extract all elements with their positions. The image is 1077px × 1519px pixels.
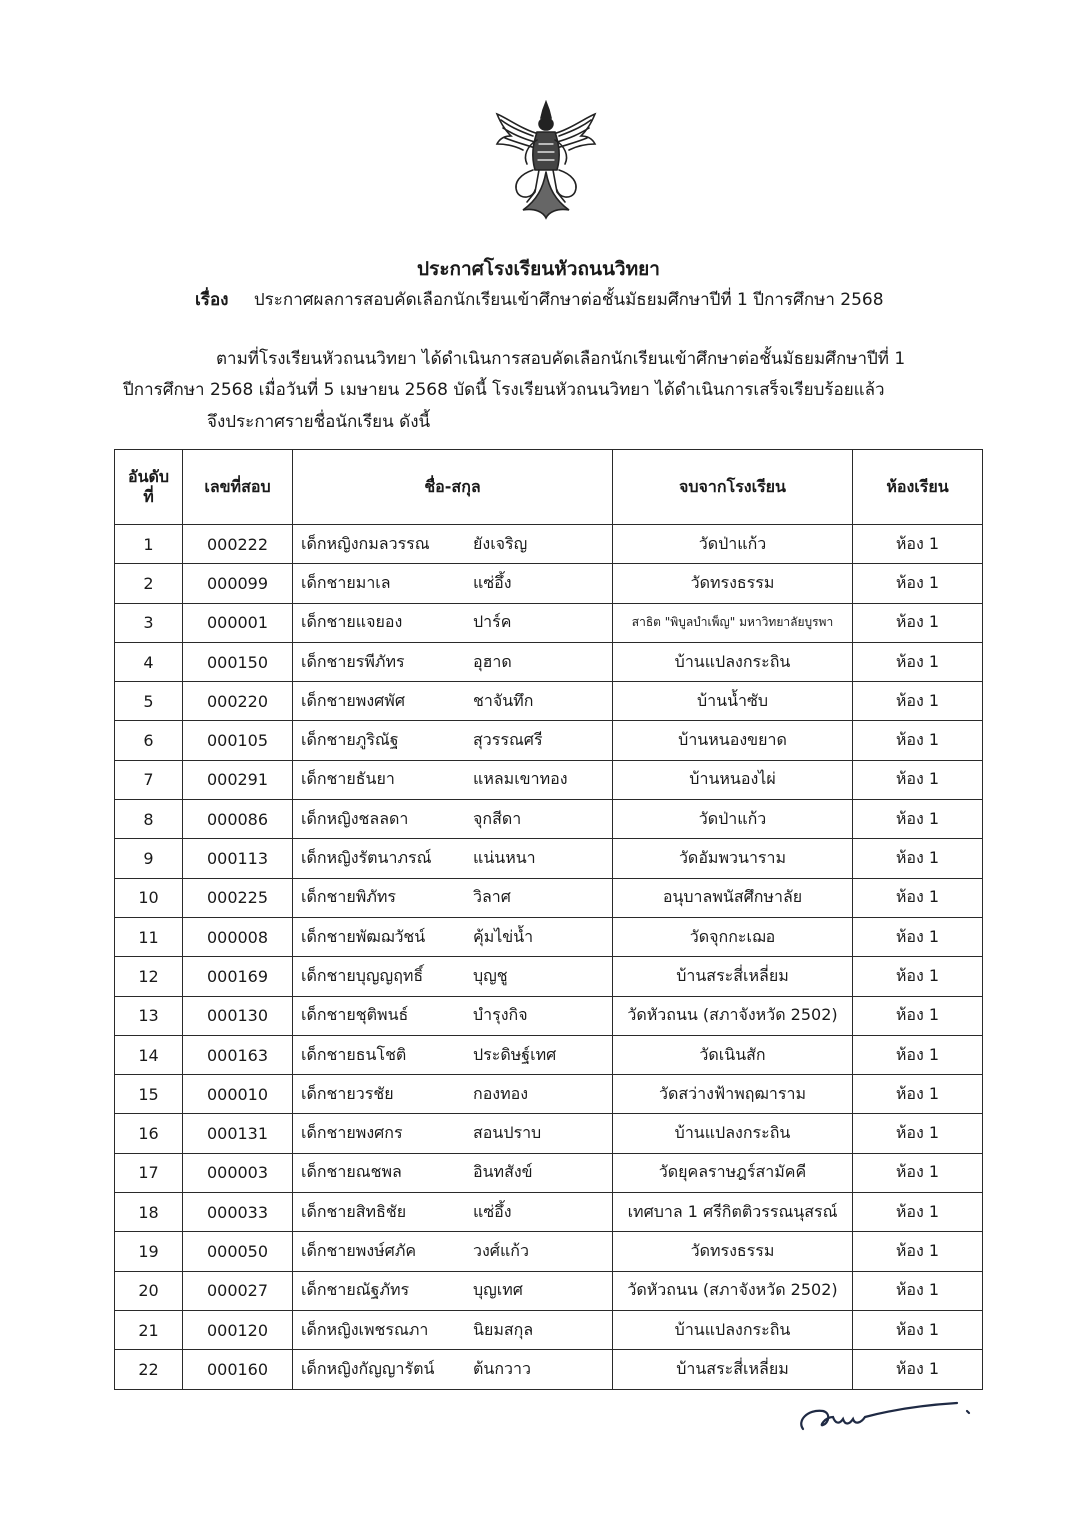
cell-last-name: แหลมเขาทอง [473, 769, 568, 789]
cell-exam-no: 000131 [183, 1114, 293, 1153]
table-row [115, 1035, 983, 1074]
cell-room: ห้อง 1 [853, 564, 983, 603]
cell-name [293, 839, 613, 878]
cell-room: ห้อง 1 [853, 957, 983, 996]
cell-exam-no: 000169 [183, 957, 293, 996]
cell-exam-no: 000225 [183, 878, 293, 917]
cell-first-name: เด็กชายภูริณัฐ [301, 730, 399, 750]
cell-room: ห้อง 1 [853, 1310, 983, 1349]
cell-rank: 19 [115, 1232, 183, 1271]
table-row [115, 800, 983, 839]
cell-school: วัดป่าแก้ว [613, 800, 853, 839]
cell-name [293, 878, 613, 917]
cell-last-name: บุญชู [473, 965, 508, 985]
cell-exam-no: 000220 [183, 682, 293, 721]
table-row [115, 564, 983, 603]
cell-name [293, 1271, 613, 1310]
cell-name [293, 1153, 613, 1192]
cell-last-name: คุ้มไข่น้ำ [473, 926, 534, 946]
cell-room: ห้อง 1 [853, 760, 983, 799]
cell-school: วัดเนินสัก [613, 1035, 853, 1074]
cell-last-name: อุฮาด [473, 651, 512, 671]
table-row [115, 1075, 983, 1114]
cell-exam-no: 000099 [183, 564, 293, 603]
header-rank [115, 450, 183, 525]
cell-name [293, 1075, 613, 1114]
cell-school: บ้านแปลงกระถิน [613, 642, 853, 681]
cell-exam-no: 000003 [183, 1153, 293, 1192]
cell-rank: 21 [115, 1310, 183, 1349]
cell-school: วัดป่าแก้ว [613, 525, 853, 564]
cell-first-name: เด็กชายมาเล [301, 572, 391, 592]
cell-last-name: ยังเจริญ [473, 533, 528, 553]
cell-first-name: เด็กชายพงศพัศ [301, 690, 405, 710]
body-line-1: ตามที่โรงเรียนหัวถนนวิทยา ได้ดำเนินการสอบคัดเลือกนักเรียนเข้าศึกษาต่อชั้นมัธยมศึกษาปีที่ 1 [216, 349, 906, 369]
cell-school: บ้านหนองขยาด [613, 721, 853, 760]
header-rank-line1: อันดับ [127, 467, 170, 486]
cell-name [293, 1114, 613, 1153]
cell-first-name: เด็กหญิงรัตนาภรณ์ [301, 848, 432, 868]
cell-school: วัดจุกกะเฌอ [613, 917, 853, 956]
cell-first-name: เด็กหญิงกัญญารัตน์ [301, 1358, 435, 1378]
cell-name [293, 603, 613, 642]
cell-exam-no: 000163 [183, 1035, 293, 1074]
table-row [115, 917, 983, 956]
cell-rank: 10 [115, 878, 183, 917]
cell-exam-no: 000222 [183, 525, 293, 564]
cell-rank: 5 [115, 682, 183, 721]
table-row [115, 839, 983, 878]
cell-exam-no: 000033 [183, 1193, 293, 1232]
cell-school: วัดหัวถนน (สภาจังหวัด 2502) [613, 1271, 853, 1310]
table-row [115, 1310, 983, 1349]
cell-school: บ้านสระสี่เหลี่ยม [613, 1350, 853, 1389]
cell-exam-no: 000001 [183, 603, 293, 642]
header-name: ชื่อ-สกุล [293, 450, 613, 525]
table-row [115, 1271, 983, 1310]
cell-rank: 8 [115, 800, 183, 839]
cell-first-name: เด็กชายณชพล [301, 1162, 402, 1182]
cell-last-name: วิลาศ [473, 887, 511, 907]
cell-name [293, 800, 613, 839]
cell-last-name: จุกสีดา [473, 808, 522, 828]
cell-last-name: สุวรรณศรี [473, 730, 543, 750]
table-row [115, 682, 983, 721]
cell-rank: 16 [115, 1114, 183, 1153]
body-line-3: จึงประกาศรายชื่อนักเรียน ดังนี้ [207, 412, 431, 432]
cell-name [293, 1232, 613, 1271]
cell-exam-no: 000150 [183, 642, 293, 681]
cell-exam-no: 000027 [183, 1271, 293, 1310]
cell-rank: 22 [115, 1350, 183, 1389]
header-school: จบจากโรงเรียน [613, 450, 853, 525]
signature-icon [795, 1395, 975, 1435]
cell-name [293, 564, 613, 603]
table-header-row [115, 450, 983, 525]
cell-room: ห้อง 1 [853, 800, 983, 839]
table-row [115, 1114, 983, 1153]
cell-rank: 6 [115, 721, 183, 760]
cell-name [293, 760, 613, 799]
cell-room: ห้อง 1 [853, 1075, 983, 1114]
cell-exam-no: 000113 [183, 839, 293, 878]
cell-name [293, 917, 613, 956]
cell-room: ห้อง 1 [853, 1350, 983, 1389]
table-row [115, 525, 983, 564]
cell-last-name: กองทอง [473, 1083, 529, 1103]
cell-school: บ้านแปลงกระถิน [613, 1114, 853, 1153]
cell-school: อนุบาลพนัสศึกษาลัย [613, 878, 853, 917]
cell-room: ห้อง 1 [853, 878, 983, 917]
cell-room: ห้อง 1 [853, 1114, 983, 1153]
header-room: ห้องเรียน [853, 450, 983, 525]
cell-room: ห้อง 1 [853, 642, 983, 681]
cell-exam-no: 000008 [183, 917, 293, 956]
cell-room: ห้อง 1 [853, 1271, 983, 1310]
cell-school: สาธิต "พิบูลบำเพ็ญ" มหาวิทยาลัยบูรพา [613, 603, 853, 642]
cell-first-name: เด็กชายพงศกร [301, 1123, 403, 1143]
table-row [115, 721, 983, 760]
cell-name [293, 682, 613, 721]
cell-room: ห้อง 1 [853, 721, 983, 760]
cell-school: เทศบาล 1 ศรีกิตติวรรณนุสรณ์ [613, 1193, 853, 1232]
cell-school: บ้านน้ำซับ [613, 682, 853, 721]
cell-room: ห้อง 1 [853, 1232, 983, 1271]
cell-rank: 12 [115, 957, 183, 996]
cell-first-name: เด็กชายพัฒฌวัชน์ [301, 926, 426, 946]
table-row [115, 642, 983, 681]
cell-exam-no: 000010 [183, 1075, 293, 1114]
header-rank-line2: ที่ [143, 487, 154, 506]
cell-last-name: บุญเทศ [473, 1280, 523, 1300]
cell-first-name: เด็กหญิงเพชรณภา [301, 1319, 429, 1339]
cell-room: ห้อง 1 [853, 1035, 983, 1074]
cell-name [293, 1350, 613, 1389]
cell-name [293, 996, 613, 1035]
cell-school: วัดยุคลราษฎร์สามัคคี [613, 1153, 853, 1192]
cell-school: วัดทรงธรรม [613, 564, 853, 603]
cell-first-name: เด็กชายพิภัทร [301, 887, 396, 907]
cell-school: วัดสว่างฟ้าพฤฒาราม [613, 1075, 853, 1114]
announcement-title: ประกาศโรงเรียนหัวถนนวิทยา [417, 258, 660, 280]
results-table [114, 449, 983, 1390]
cell-last-name: บำรุงกิจ [473, 1005, 528, 1025]
cell-rank: 4 [115, 642, 183, 681]
cell-first-name: เด็กชายสิทธิชัย [301, 1201, 407, 1221]
cell-school: วัดอัมพวนาราม [613, 839, 853, 878]
cell-room: ห้อง 1 [853, 1153, 983, 1192]
cell-name [293, 957, 613, 996]
cell-first-name: เด็กชายชุติพนธ์ [301, 1005, 409, 1025]
cell-exam-no: 000120 [183, 1310, 293, 1349]
cell-rank: 11 [115, 917, 183, 956]
cell-school: บ้านสระสี่เหลี่ยม [613, 957, 853, 996]
table-row [115, 957, 983, 996]
cell-rank: 3 [115, 603, 183, 642]
cell-rank: 1 [115, 525, 183, 564]
cell-name [293, 1035, 613, 1074]
cell-rank: 20 [115, 1271, 183, 1310]
cell-rank: 13 [115, 996, 183, 1035]
cell-room: ห้อง 1 [853, 996, 983, 1035]
cell-last-name: แซ่อึ้ง [473, 572, 512, 592]
cell-room: ห้อง 1 [853, 525, 983, 564]
cell-last-name: แซ่อึ้ง [473, 1201, 512, 1221]
cell-name [293, 1193, 613, 1232]
cell-first-name: เด็กหญิงชลลดา [301, 808, 409, 828]
cell-rank: 2 [115, 564, 183, 603]
cell-rank: 18 [115, 1193, 183, 1232]
cell-first-name: เด็กชายณัฐภัทร [301, 1280, 410, 1300]
table-row [115, 996, 983, 1035]
cell-school: บ้านหนองไผ่ [613, 760, 853, 799]
cell-rank: 9 [115, 839, 183, 878]
cell-first-name: เด็กหญิงกมลวรรณ [301, 533, 430, 553]
cell-last-name: แน่นหนา [473, 848, 536, 868]
header-exam-no: เลขที่สอบ [183, 450, 293, 525]
cell-first-name: เด็กชายธนโชติ [301, 1044, 407, 1064]
cell-last-name: ปาร์ค [473, 612, 512, 632]
cell-room: ห้อง 1 [853, 603, 983, 642]
announcement-subject [195, 286, 884, 313]
cell-last-name: ประดิษฐ์เทศ [473, 1044, 557, 1064]
cell-exam-no: 000130 [183, 996, 293, 1035]
cell-last-name: ต้นกวาว [473, 1358, 531, 1378]
table-row [115, 1193, 983, 1232]
cell-last-name: นิยมสกุล [473, 1319, 534, 1339]
table-row [115, 1350, 983, 1389]
cell-exam-no: 000050 [183, 1232, 293, 1271]
table-row [115, 603, 983, 642]
cell-school: บ้านแปลงกระถิน [613, 1310, 853, 1349]
garuda-emblem-icon [493, 100, 599, 220]
cell-rank: 15 [115, 1075, 183, 1114]
cell-first-name: เด็กชายวรชัย [301, 1083, 394, 1103]
cell-name [293, 525, 613, 564]
cell-rank: 17 [115, 1153, 183, 1192]
cell-rank: 14 [115, 1035, 183, 1074]
cell-last-name: วงศ์แก้ว [473, 1240, 529, 1260]
cell-room: ห้อง 1 [853, 917, 983, 956]
cell-first-name: เด็กชายรพีภัทร [301, 651, 405, 671]
cell-last-name: อินทสังข์ [473, 1162, 533, 1182]
cell-exam-no: 000086 [183, 800, 293, 839]
cell-exam-no: 000291 [183, 760, 293, 799]
cell-last-name: สอนปราบ [473, 1123, 542, 1143]
cell-first-name: เด็กชายบุญญฤทธิ์ [301, 965, 424, 985]
subject-text: ประกาศผลการสอบคัดเลือกนักเรียนเข้าศึกษาต่อชั้นมัธยมศึกษาปีที่ 1 ปีการศึกษา 2568 [253, 290, 884, 310]
cell-first-name: เด็กชายพงษ์ศภัค [301, 1240, 417, 1260]
cell-exam-no: 000105 [183, 721, 293, 760]
cell-name [293, 721, 613, 760]
cell-last-name: ชาจันทึก [473, 690, 534, 710]
cell-room: ห้อง 1 [853, 682, 983, 721]
cell-name [293, 1310, 613, 1349]
table-row [115, 1153, 983, 1192]
cell-name [293, 642, 613, 681]
cell-first-name: เด็กชายแจยอง [301, 612, 403, 632]
cell-room: ห้อง 1 [853, 1193, 983, 1232]
cell-exam-no: 000160 [183, 1350, 293, 1389]
cell-room: ห้อง 1 [853, 839, 983, 878]
subject-label: เรื่อง [195, 290, 229, 310]
cell-school: วัดหัวถนน (สภาจังหวัด 2502) [613, 996, 853, 1035]
cell-first-name: เด็กชายธันยา [301, 769, 395, 789]
cell-rank: 7 [115, 760, 183, 799]
table-row [115, 760, 983, 799]
body-line-2: ปีการศึกษา 2568 เมื่อวันที่ 5 เมษายน 2568 บัดนี้ โรงเรียนหัวถนนวิทยา ได้ดำเนินการเสร็จเรียบร้อยแล้ว [123, 380, 885, 400]
table-row [115, 878, 983, 917]
cell-school: วัดทรงธรรม [613, 1232, 853, 1271]
table-row [115, 1232, 983, 1271]
